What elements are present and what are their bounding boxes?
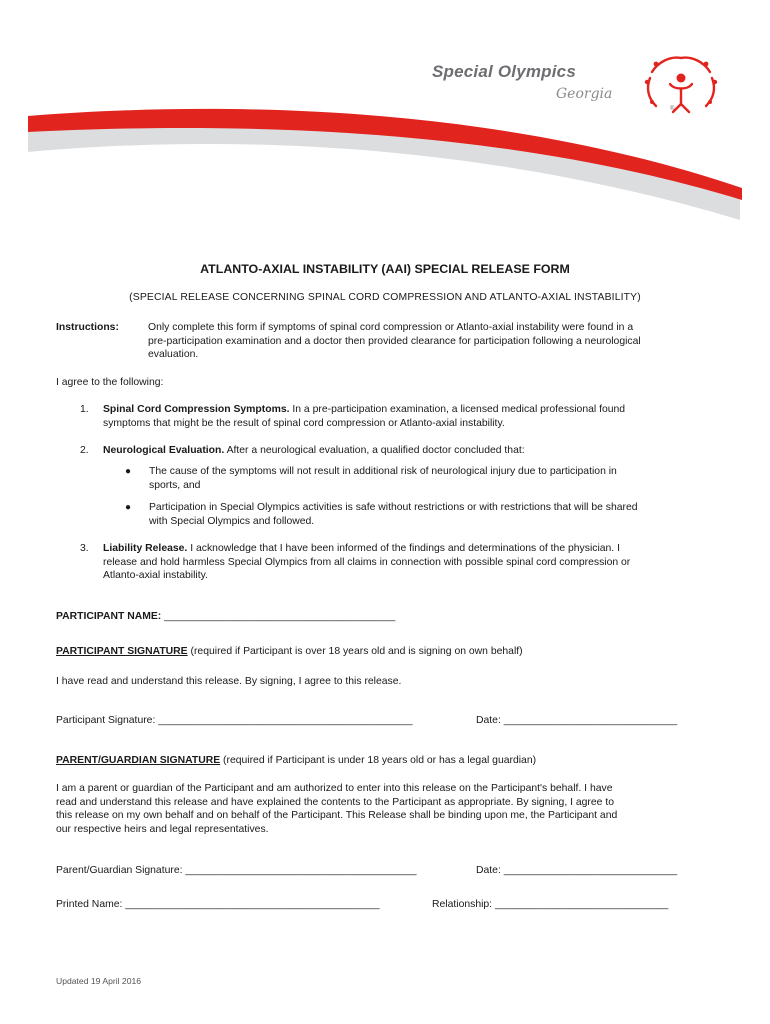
- bullet-line: The cause of the symptoms will not result in additional risk of neurological injury due to participation in: [149, 466, 617, 477]
- participant-signature-label: Participant Signature:: [56, 715, 156, 726]
- item-text: [103, 542, 620, 556]
- agree-intro: I agree to the following:: [56, 377, 164, 388]
- item-text: [103, 403, 625, 417]
- participant-statement: I have read and understand this release. By signing, I agree to this release.: [56, 676, 402, 687]
- participant-date-label: Date:: [476, 715, 501, 726]
- participant-name-label: PARTICIPANT NAME:: [56, 611, 162, 622]
- relationship-field[interactable]: ______________________________: [494, 899, 669, 910]
- guardian-line: read and understand this release and have explained the contents to the Participant as appropriate. By signing, I agree to: [56, 797, 614, 808]
- bullet-dot: ●: [125, 502, 132, 513]
- item-text: [103, 444, 525, 458]
- printed-name-row: [56, 898, 380, 912]
- instructions-line: Only complete this form if symptoms of spinal cord compression or Atlanto-axial instability were found in a: [148, 322, 634, 333]
- item-line: release and hold harmless Special Olympics from all claims in connection with possible spinal cord compression or: [103, 557, 631, 568]
- participant-signature-row: [56, 714, 413, 728]
- registered-mark: ®: [670, 106, 675, 112]
- item-line: After a neurological evaluation, a qualified doctor concluded that:: [226, 445, 525, 456]
- instructions-line: evaluation.: [148, 349, 199, 360]
- item-line: In a pre-participation examination, a licensed medical professional found: [292, 404, 626, 415]
- participant-date-row: [476, 714, 677, 728]
- guardian-line: I am a parent or guardian of the Participant and am authorized to enter into this release on the Participant's behalf. I have: [56, 783, 613, 794]
- guardian-signature-row: [56, 864, 417, 878]
- bullet-line: Participation in Special Olympics activities is safe without restrictions or with restrictions that will be shared: [149, 502, 638, 513]
- bullet-line: with Special Olympics and followed.: [149, 516, 315, 527]
- guardian-signature-label: Parent/Guardian Signature:: [56, 865, 183, 876]
- form-subtitle: (SPECIAL RELEASE CONCERNING SPINAL CORD COMPRESSION AND ATLANTO-AXIAL INSTABILITY): [129, 292, 641, 303]
- printed-name-label: Printed Name:: [56, 899, 123, 910]
- guardian-line: this release on my own behalf and on behalf of the Participant. This Release shall be binding upon me, the Participant and: [56, 810, 618, 821]
- guardian-line: our respective heirs and legal representatives.: [56, 824, 269, 835]
- participant-signature-field[interactable]: ____________________________________________: [158, 715, 413, 726]
- item-number: 1.: [80, 404, 89, 415]
- participant-name-field[interactable]: ________________________________________: [164, 611, 396, 622]
- item-number: 2.: [80, 445, 89, 456]
- footer-updated: Updated 19 April 2016: [56, 976, 142, 986]
- item-line: I acknowledge that I have been informed of the findings and determinations of the physician. I: [190, 543, 620, 554]
- form-title: ATLANTO-AXIAL INSTABILITY (AAI) SPECIAL RELEASE FORM: [200, 262, 570, 276]
- guardian-signature-field[interactable]: ________________________________________: [185, 865, 417, 876]
- participant-signature-note: (required if Participant is over 18 years old and is signing on own behalf): [190, 646, 523, 657]
- header-swoosh: [0, 0, 770, 240]
- participant-name-row: [56, 610, 395, 624]
- bullet-dot: ●: [125, 466, 132, 477]
- item-line: symptoms that might be the result of spinal cord compression or Atlanto-axial instability.: [103, 418, 505, 429]
- printed-name-field[interactable]: ____________________________________________: [125, 899, 380, 910]
- special-olympics-logo-icon: [640, 50, 722, 116]
- relationship-label: Relationship:: [432, 899, 493, 910]
- item-heading: Liability Release.: [103, 543, 188, 554]
- participant-date-field[interactable]: ______________________________: [503, 715, 678, 726]
- guardian-date-field[interactable]: ______________________________: [503, 865, 678, 876]
- guardian-heading-row: [56, 754, 536, 768]
- brand-name: Special Olympics: [432, 62, 576, 81]
- guardian-date-row: [476, 864, 677, 878]
- guardian-heading: PARENT/GUARDIAN SIGNATURE: [56, 755, 221, 766]
- instructions-label: Instructions:: [56, 322, 119, 333]
- relationship-row: [432, 898, 668, 912]
- guardian-date-label: Date:: [476, 865, 501, 876]
- bullet-line: sports, and: [149, 480, 201, 491]
- participant-signature-heading-row: [56, 645, 523, 659]
- item-number: 3.: [80, 543, 89, 554]
- item-heading: Neurological Evaluation.: [103, 445, 225, 456]
- instructions-line: pre-participation examination and a doctor then provided clearance for participation following a neurological: [148, 336, 641, 347]
- item-heading: Spinal Cord Compression Symptoms.: [103, 404, 290, 415]
- guardian-note: (required if Participant is under 18 years old or has a legal guardian): [223, 755, 537, 766]
- participant-signature-heading: PARTICIPANT SIGNATURE: [56, 646, 188, 657]
- item-line: Atlanto-axial instability.: [103, 570, 208, 581]
- brand-region: Georgia: [556, 86, 613, 102]
